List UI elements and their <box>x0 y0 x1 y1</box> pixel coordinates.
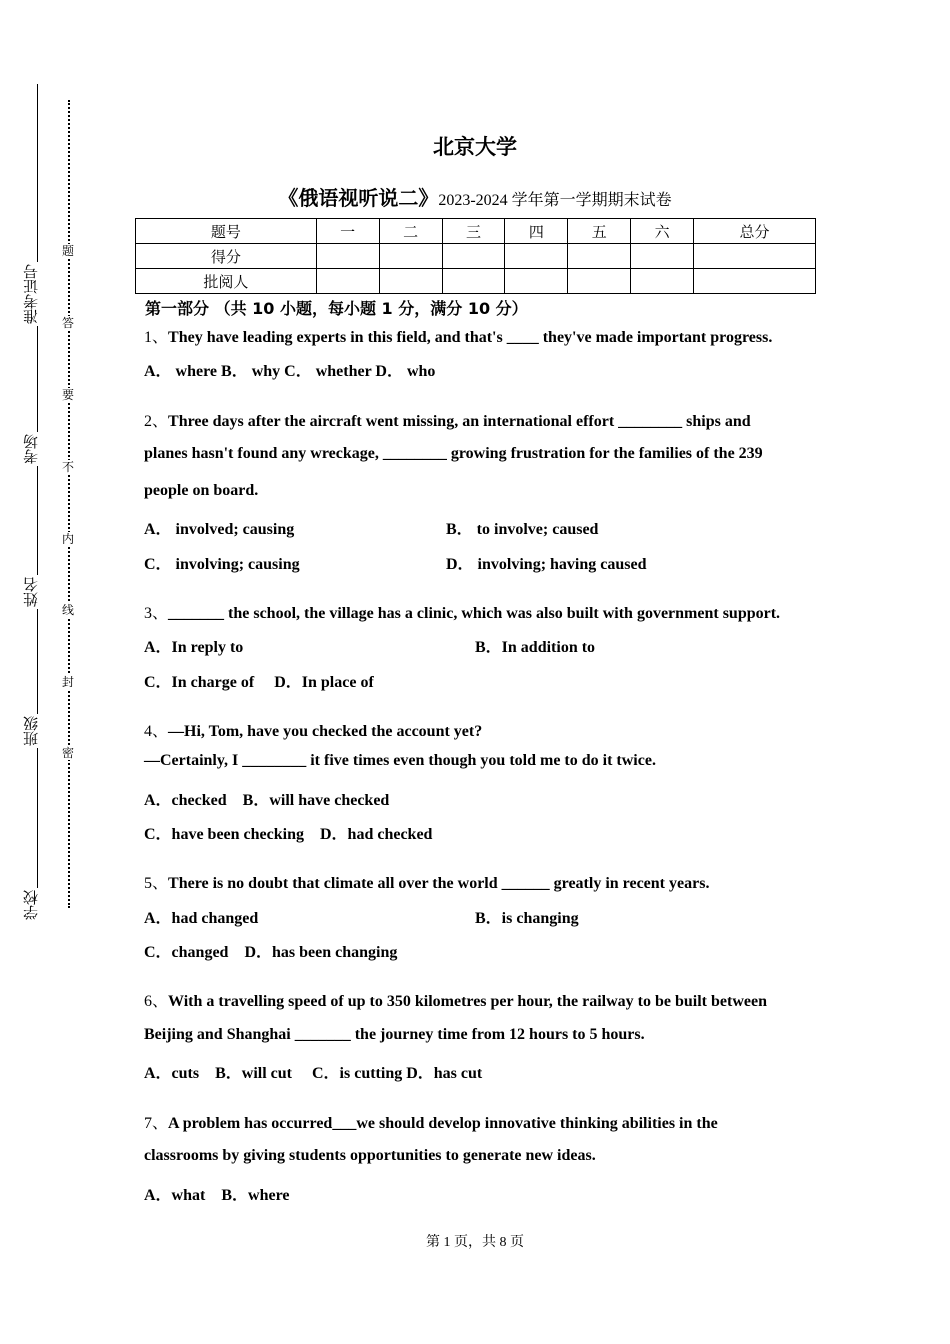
option-d: D． involving; having caused <box>446 556 647 573</box>
margin-label-exam-room: 考场 <box>22 434 40 464</box>
option-line: C．have been checking D．had checked <box>144 826 433 843</box>
option-line: A． where B． why C． whether D． who <box>144 363 436 380</box>
table-header-cell: 六 <box>631 219 694 244</box>
section-heading: 第一部分 （共 10 小题，每小题 1 分，满分 10 分） <box>145 299 528 318</box>
question-number: 5、 <box>144 875 169 892</box>
grader-row <box>136 269 816 294</box>
margin-label-school: 学校 <box>22 890 40 920</box>
seal-char: 答 <box>61 316 74 330</box>
question-number: 7、 <box>144 1115 169 1132</box>
option-line: C．changed D．has been changing <box>144 944 398 961</box>
question-text: _______ the school, the village has a clinic, which was also built with government support. <box>168 605 781 622</box>
margin-label-class: 班级 <box>22 716 40 746</box>
university-title: 北京大学 <box>433 135 517 159</box>
score-cell[interactable] <box>379 244 442 269</box>
option-a: A．In reply to <box>144 639 244 656</box>
question-text: They have leading experts in this field, and that's ____ they've made important progress. <box>168 329 773 346</box>
question-text: With a travelling speed of up to 350 kilometres per hour, the railway to be built between <box>168 993 767 1010</box>
question-4 <box>144 718 482 741</box>
option-b: B． to involve; caused <box>446 521 599 538</box>
question-number: 4、 <box>144 723 169 740</box>
score-cell[interactable] <box>568 244 631 269</box>
margin-label-exam-number: 准考证号 <box>22 264 40 324</box>
grader-cell[interactable] <box>694 269 816 294</box>
table-header-cell: 一 <box>316 219 379 244</box>
option-a: A．had changed <box>144 910 259 927</box>
seal-char: 封 <box>61 675 74 689</box>
option-line: A．cuts B．will cut C．is cutting D．has cut <box>144 1065 483 1082</box>
question-number: 3、 <box>144 605 169 622</box>
score-cell[interactable] <box>442 244 505 269</box>
question-text: —Certainly, I ________ it five times even though you told me to do it twice. <box>144 752 656 769</box>
table-header-cell: 二 <box>379 219 442 244</box>
table-header-cell: 总分 <box>694 219 816 244</box>
table-header-cell: 五 <box>568 219 631 244</box>
option-line: A．checked B．will have checked <box>144 792 390 809</box>
seal-char: 要 <box>61 388 74 402</box>
table-header-cell: 题号 <box>136 219 317 244</box>
grader-cell[interactable] <box>316 269 379 294</box>
question-text: Beijing and Shanghai _______ the journey time from 12 hours to 5 hours. <box>144 1026 645 1043</box>
question-text: classrooms by giving students opportunities to generate new ideas. <box>144 1147 596 1164</box>
row-label: 批阅人 <box>136 269 317 294</box>
question-number: 1、 <box>144 329 169 346</box>
option-b: B．is changing <box>475 910 579 927</box>
question-3 <box>144 600 780 623</box>
question-text: There is no doubt that climate all over the world ______ greatly in recent years. <box>168 875 710 892</box>
seal-char: 密 <box>61 746 74 760</box>
table-header-cell: 四 <box>505 219 568 244</box>
question-6 <box>144 988 767 1011</box>
question-text: A problem has occurred___we should develop innovative thinking abilities in the <box>168 1115 718 1132</box>
score-table <box>135 218 816 294</box>
exam-subtitle <box>0 182 950 211</box>
margin-label-name: 姓名 <box>22 577 40 607</box>
question-text: people on board. <box>144 482 259 499</box>
score-cell[interactable] <box>694 244 816 269</box>
option-line: A．what B．where <box>144 1187 290 1204</box>
option-b: B．In addition to <box>475 639 596 656</box>
question-text: —Hi, Tom, have you checked the account yet? <box>168 723 483 740</box>
question-5 <box>144 870 709 893</box>
question-7 <box>144 1110 718 1133</box>
table-header-cell: 三 <box>442 219 505 244</box>
score-cell[interactable] <box>631 244 694 269</box>
seal-char: 题 <box>61 244 74 258</box>
question-number: 6、 <box>144 993 169 1010</box>
exam-term: 2023-2024 学年第一学期期末试卷 <box>438 192 672 209</box>
grader-cell[interactable] <box>568 269 631 294</box>
seal-char: 线 <box>61 603 74 617</box>
grader-cell[interactable] <box>442 269 505 294</box>
page-footer: 第 1 页，共 8 页 <box>426 1235 524 1250</box>
grader-cell[interactable] <box>505 269 568 294</box>
score-row <box>136 244 816 269</box>
grader-cell[interactable] <box>379 269 442 294</box>
question-number: 2、 <box>144 413 169 430</box>
option-line: C．In charge of D．In place of <box>144 674 374 691</box>
row-label: 得分 <box>136 244 317 269</box>
question-text: Three days after the aircraft went missing, an international effort ________ ships and <box>168 413 751 430</box>
seal-dotted-line <box>68 100 70 908</box>
seal-char: 内 <box>61 532 74 546</box>
option-c: C． involving; causing <box>144 556 300 573</box>
score-table-header-row <box>136 219 816 244</box>
course-name: 《俄语视听说二》 <box>278 186 439 210</box>
score-cell[interactable] <box>316 244 379 269</box>
score-cell[interactable] <box>505 244 568 269</box>
question-2 <box>144 408 751 431</box>
grader-cell[interactable] <box>631 269 694 294</box>
question-text: planes hasn't found any wreckage, ________ growing frustration for the families of the 239 <box>144 445 763 462</box>
option-a: A． involved; causing <box>144 521 295 538</box>
question-1 <box>144 324 772 347</box>
seal-char: 不 <box>61 460 74 474</box>
